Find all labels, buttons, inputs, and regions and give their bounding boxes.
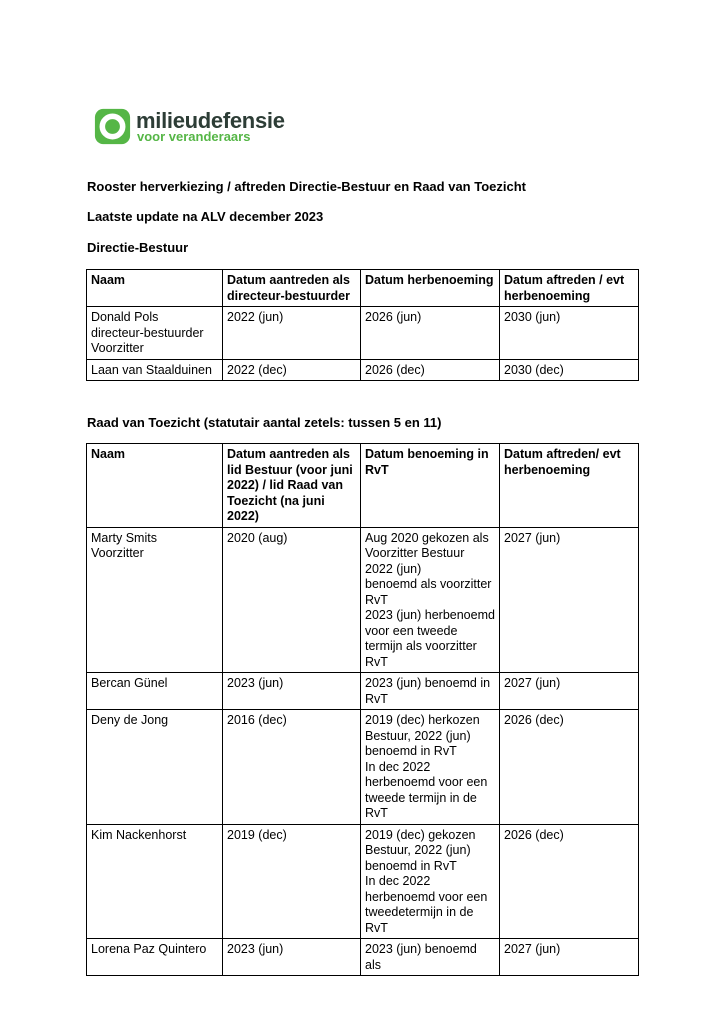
rvt-table xyxy=(86,443,639,976)
column-header: Datum herbenoeming xyxy=(361,270,500,307)
rvt-heading: Raad van Toezicht (statutair aantal zetels: tussen 5 en 11) xyxy=(87,415,442,430)
cell-benoeming xyxy=(361,710,500,825)
cell-aantreden xyxy=(223,673,361,710)
column-header: Datum benoeming in RvT xyxy=(361,444,500,528)
cell-herbenoeming xyxy=(361,307,500,360)
cell-text: Donald Pols xyxy=(91,310,159,324)
column-header: Datum aftreden/ evt herbenoeming xyxy=(500,444,639,528)
table-row xyxy=(87,527,639,673)
cell-text: 2023 (jun) herbenoemd voor een tweede termijn als voorzitter RvT xyxy=(365,608,495,669)
cell-text: Aug 2020 gekozen als Voorzitter Bestuur xyxy=(365,530,489,560)
cell-text: 2019 (dec) xyxy=(227,827,287,842)
cell-herbenoeming xyxy=(361,359,500,381)
document-title: Rooster herverkiezing / aftreden Directie-Bestuur en Raad van Toezicht xyxy=(87,179,526,194)
column-header: Datum aftreden / evt herbenoeming xyxy=(500,270,639,307)
cell-naam xyxy=(87,673,223,710)
cell-aftreden xyxy=(500,939,639,976)
cell-text: 2026 (dec) xyxy=(504,713,564,727)
cell-text: directeur-bestuurder xyxy=(91,325,204,340)
cell-text: Lorena Paz Quintero xyxy=(91,942,207,956)
cell-text: 2019 (dec) herkozen Bestuur, 2022 (jun) benoemd in RvT xyxy=(365,713,480,758)
cell-text: 2022 (dec) xyxy=(227,362,287,377)
cell-aftreden xyxy=(500,673,639,710)
cell-text: Marty Smits xyxy=(91,530,157,545)
cell-aantreden xyxy=(223,824,361,939)
cell-text: 2027 (jun) xyxy=(504,676,561,690)
table-header-row xyxy=(87,444,639,528)
cell-aftreden xyxy=(500,824,639,939)
cell-benoeming xyxy=(361,824,500,939)
cell-aantreden xyxy=(223,307,361,360)
cell-text: 2026 (dec) xyxy=(365,362,425,377)
cell-aantreden xyxy=(223,710,361,825)
cell-text: 2023 (jun) benoemd als xyxy=(365,942,477,972)
column-header: Naam xyxy=(87,444,223,528)
column-header: Datum aantreden als lid Bestuur (voor juni 2022) / lid Raad van Toezicht (na juni 2022) xyxy=(223,444,361,528)
cell-naam xyxy=(87,527,223,673)
cell-benoeming xyxy=(361,527,500,673)
cell-text: 2027 (jun) xyxy=(504,942,561,956)
column-header: Datum aantreden als directeur-bestuurder xyxy=(223,270,361,307)
cell-text: In dec 2022 herbenoemd voor een tweede termijn in de RvT xyxy=(365,759,488,820)
cell-text: Voorzitter xyxy=(91,341,144,355)
table-row xyxy=(87,710,639,825)
cell-naam xyxy=(87,359,223,381)
cell-benoeming xyxy=(361,673,500,710)
cell-benoeming xyxy=(361,939,500,976)
cell-text: 2027 (jun) xyxy=(504,530,561,545)
cell-aftreden xyxy=(500,359,639,381)
table-row xyxy=(87,673,639,710)
cell-text: 2023 (jun) benoemd in RvT xyxy=(365,676,491,706)
cell-text: 2023 (jun) xyxy=(227,942,284,956)
table-row xyxy=(87,307,639,360)
cell-text: 2026 (jun) xyxy=(365,310,422,324)
cell-text: 2016 (dec) xyxy=(227,713,287,727)
directie-table xyxy=(86,269,639,381)
cell-text: 2026 (dec) xyxy=(504,827,564,842)
table-row xyxy=(87,359,639,381)
update-note: Laatste update na ALV december 2023 xyxy=(87,209,324,224)
cell-naam xyxy=(87,307,223,360)
cell-naam xyxy=(87,710,223,825)
cell-naam xyxy=(87,939,223,976)
cell-aantreden xyxy=(223,359,361,381)
table-row xyxy=(87,939,639,976)
cell-aantreden xyxy=(223,939,361,976)
logo-name: milieudefensie xyxy=(136,108,285,133)
cell-text: In dec 2022 herbenoemd voor een tweedetermijn in de RvT xyxy=(365,874,488,935)
cell-aftreden xyxy=(500,710,639,825)
cell-text: 2030 (jun) xyxy=(504,310,561,324)
table-row xyxy=(87,824,639,939)
cell-text: Kim Nackenhorst xyxy=(91,827,187,842)
directie-heading: Directie-Bestuur xyxy=(87,240,189,255)
cell-text: 2023 (jun) xyxy=(227,676,284,690)
cell-text: Deny de Jong xyxy=(91,713,169,727)
table-header-row xyxy=(87,270,639,307)
cell-text: 2020 (aug) xyxy=(227,530,288,545)
cell-text: 2022 (jun) xyxy=(365,561,422,576)
cell-text: benoemd als voorzitter RvT xyxy=(365,577,492,607)
cell-aftreden xyxy=(500,527,639,673)
cell-text: Laan van Staalduinen xyxy=(91,362,212,377)
cell-text: Voorzitter xyxy=(91,546,144,560)
cell-text: 2019 (dec) gekozen Bestuur, 2022 (jun) benoemd in RvT xyxy=(365,827,476,873)
column-header: Naam xyxy=(87,270,223,307)
cell-text: Bercan Günel xyxy=(91,676,168,690)
cell-text: 2030 (dec) xyxy=(504,362,564,377)
cell-aantreden xyxy=(223,527,361,673)
logo-ring-icon xyxy=(94,108,131,145)
cell-text: 2022 (jun) xyxy=(227,310,284,324)
cell-aftreden xyxy=(500,307,639,360)
cell-naam xyxy=(87,824,223,939)
logo-tagline: voor veranderaars xyxy=(137,129,251,144)
